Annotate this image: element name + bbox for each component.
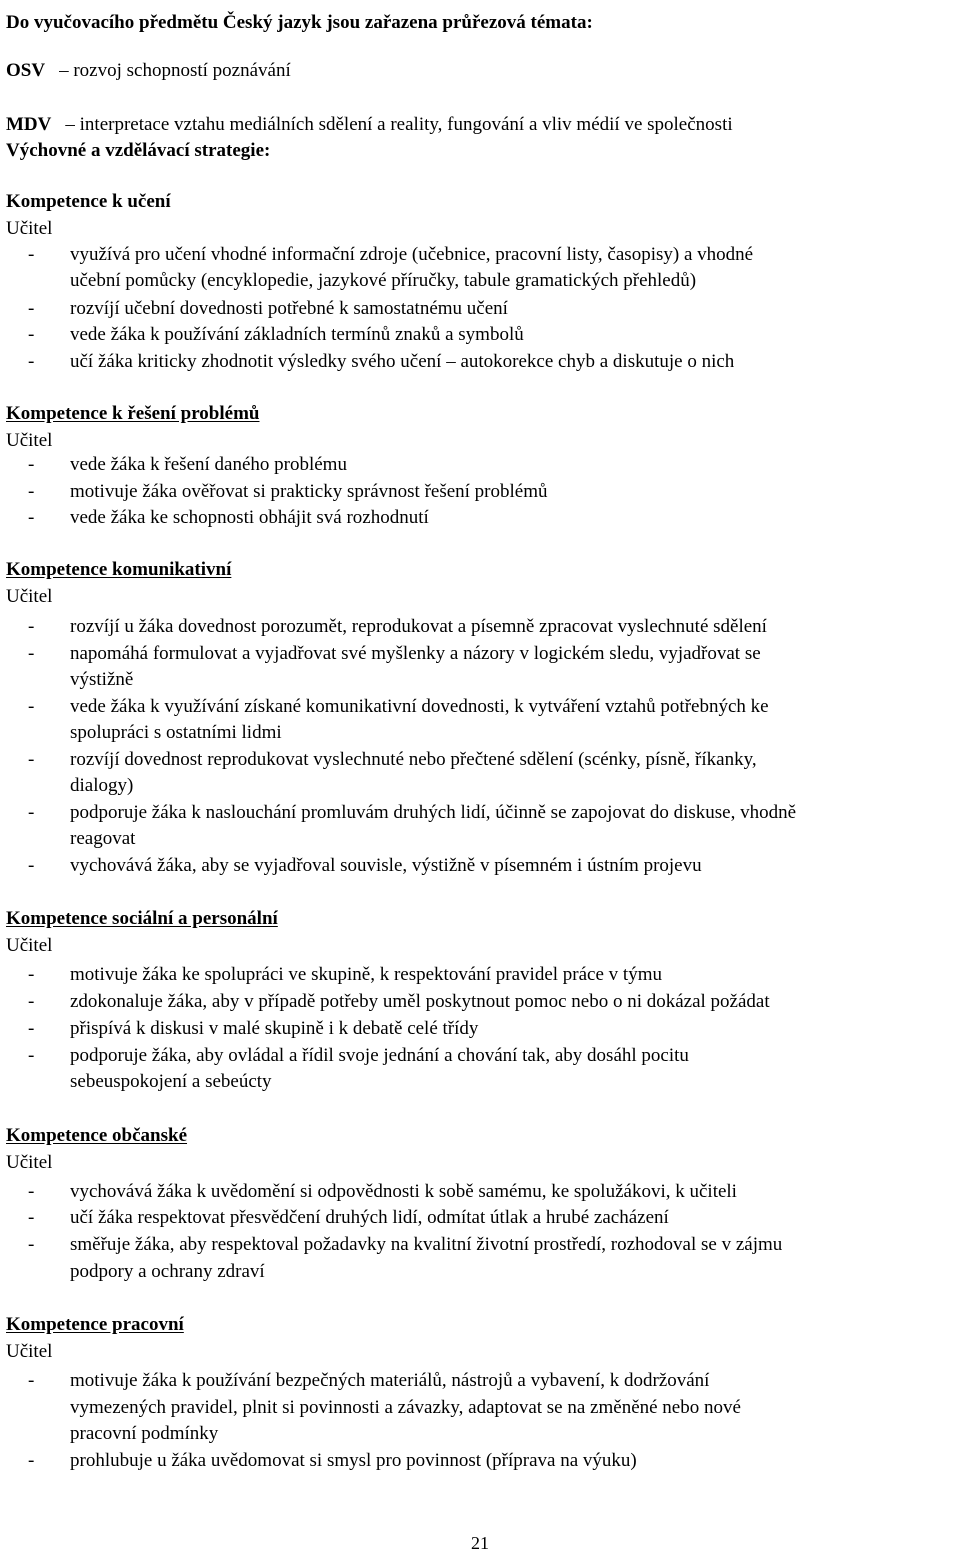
list-item-text: využívá pro učení vhodné informační zdroje (učebnice, pracovní listy, časopisy) a vhodné: [70, 244, 754, 265]
list-item-text: vede žáka k využívání získané komunikativní dovednosti, k vytváření vztahů potřebných ke: [70, 696, 769, 717]
bullet-dash: -: [28, 696, 35, 717]
list-item-text: reagovat: [70, 828, 136, 849]
list-item-text: vede žáka k používání základních termínů znaků a symbolů: [70, 324, 524, 345]
list-item-text: motivuje žáka ke spolupráci ve skupině, k respektování pravidel práce v týmu: [70, 964, 662, 985]
bullet-dash: -: [28, 1045, 35, 1066]
list-item-text: výstižně: [70, 669, 134, 690]
section-subject: Učitel: [6, 218, 53, 239]
bullet-dash: -: [28, 1234, 35, 1255]
bullet-dash: -: [28, 298, 35, 319]
section-title: Kompetence pracovní: [6, 1314, 184, 1335]
list-item-text: spolupráci s ostatními lidmi: [70, 722, 282, 743]
list-item-text: rozvíjí u žáka dovednost porozumět, reprodukovat a písemně zpracovat vyslechnuté sdělení: [70, 616, 767, 637]
bullet-dash: -: [28, 616, 35, 637]
bullet-dash: -: [28, 454, 35, 475]
osv-line: [6, 58, 291, 84]
osv-text: – rozvoj schopností poznávání: [59, 60, 291, 81]
bullet-dash: -: [28, 855, 35, 876]
bullet-dash: -: [28, 643, 35, 664]
mdv-line: [6, 112, 733, 138]
list-item-text: rozvíjí učební dovednosti potřebné k samostatnému učení: [70, 298, 508, 319]
section-subject: Učitel: [6, 586, 53, 607]
list-item-text: směřuje žáka, aby respektoval požadavky na kvalitní životní prostředí, rozhodoval se v zájmu: [70, 1234, 783, 1255]
list-item-text: vychovává žáka k uvědomění si odpovědnosti k sobě samému, ke spolužákovi, k učiteli: [70, 1181, 737, 1202]
list-item-text: učí žáka kriticky zhodnotit výsledky svého učení – autokorekce chyb a diskutuje o nich: [70, 351, 735, 372]
list-item-text: prohlubuje u žáka uvědomovat si smysl pro povinnost (příprava na výuku): [70, 1450, 637, 1471]
list-item-text: napomáhá formulovat a vyjadřovat své myšlenky a názory v logickém sledu, vyjadřovat se: [70, 643, 761, 664]
section-subject: Učitel: [6, 1341, 53, 1362]
bullet-dash: -: [28, 749, 35, 770]
list-item-text: sebeuspokojení a sebeúcty: [70, 1071, 272, 1092]
section-title: Kompetence komunikativní: [6, 559, 232, 580]
osv-abbr: OSV: [6, 60, 46, 81]
page-number: 21: [471, 1533, 489, 1553]
list-item-text: učební pomůcky (encyklopedie, jazykové příručky, tabule gramatických přehledů): [70, 270, 697, 291]
list-item-text: dialogy): [70, 775, 134, 796]
bullet-dash: -: [28, 802, 35, 823]
section-title: Kompetence k učení: [6, 191, 171, 212]
list-item-text: rozvíjí dovednost reprodukovat vyslechnuté nebo přečtené sdělení (scénky, písně, říkanky,: [70, 749, 757, 770]
list-item-text: přispívá k diskusi v malé skupině i k debatě celé třídy: [70, 1018, 479, 1039]
mdv-abbr: MDV: [6, 114, 52, 135]
section-subject: Učitel: [6, 430, 53, 451]
bullet-dash: -: [28, 1450, 35, 1471]
bullet-dash: -: [28, 991, 35, 1012]
list-item-text: podpory a ochrany zdraví: [70, 1261, 265, 1282]
mdv-text: – interpretace vztahu mediálních sdělení a reality, fungování a vliv médií ve společnosti: [65, 114, 733, 135]
list-item-text: zdokonaluje žáka, aby v případě potřeby uměl poskytnout pomoc nebo o ni dokázal požádat: [70, 991, 770, 1012]
cross-topics-title: Do vyučovacího předmětu Český jazyk jsou zařazena průřezová témata:: [6, 12, 593, 33]
bullet-dash: -: [28, 1018, 35, 1039]
section-title: Kompetence občanské: [6, 1125, 188, 1146]
strategies-title: Výchovné a vzdělávací strategie:: [6, 140, 271, 161]
section-title: Kompetence k řešení problémů: [6, 403, 260, 424]
list-item-text: učí žáka respektovat přesvědčení druhých lidí, odmítat útlak a hrubé zacházení: [70, 1207, 669, 1228]
section-title: Kompetence sociální a personální: [6, 908, 278, 929]
bullet-dash: -: [28, 481, 35, 502]
section-subject: Učitel: [6, 1152, 53, 1173]
bullet-dash: -: [28, 1207, 35, 1228]
list-item-text: vymezených pravidel, plnit si povinnosti a závazky, adaptovat se na změněné nebo nové: [70, 1397, 741, 1418]
list-item-text: vede žáka ke schopnosti obhájit svá rozhodnutí: [70, 507, 429, 528]
list-item-text: vede žáka k řešení daného problému: [70, 454, 347, 475]
section-subject: Učitel: [6, 935, 53, 956]
list-item-text: motivuje žáka ověřovat si prakticky správnost řešení problémů: [70, 481, 548, 502]
list-item-text: vychovává žáka, aby se vyjadřoval souvisle, výstižně v písemném i ústním projevu: [70, 855, 702, 876]
bullet-dash: -: [28, 964, 35, 985]
list-item-text: podporuje žáka, aby ovládal a řídil svoje jednání a chování tak, aby dosáhl pocitu: [70, 1045, 689, 1066]
list-item-text: pracovní podmínky: [70, 1423, 219, 1444]
bullet-dash: -: [28, 324, 35, 345]
bullet-dash: -: [28, 1181, 35, 1202]
bullet-dash: -: [28, 351, 35, 372]
list-item-text: podporuje žáka k naslouchání promluvám druhých lidí, účinně se zapojovat do diskuse, vhodně: [70, 802, 797, 823]
bullet-dash: -: [28, 507, 35, 528]
list-item-text: motivuje žáka k používání bezpečných materiálů, nástrojů a vybavení, k dodržování: [70, 1370, 710, 1391]
bullet-dash: -: [28, 1370, 35, 1391]
bullet-dash: -: [28, 244, 35, 265]
